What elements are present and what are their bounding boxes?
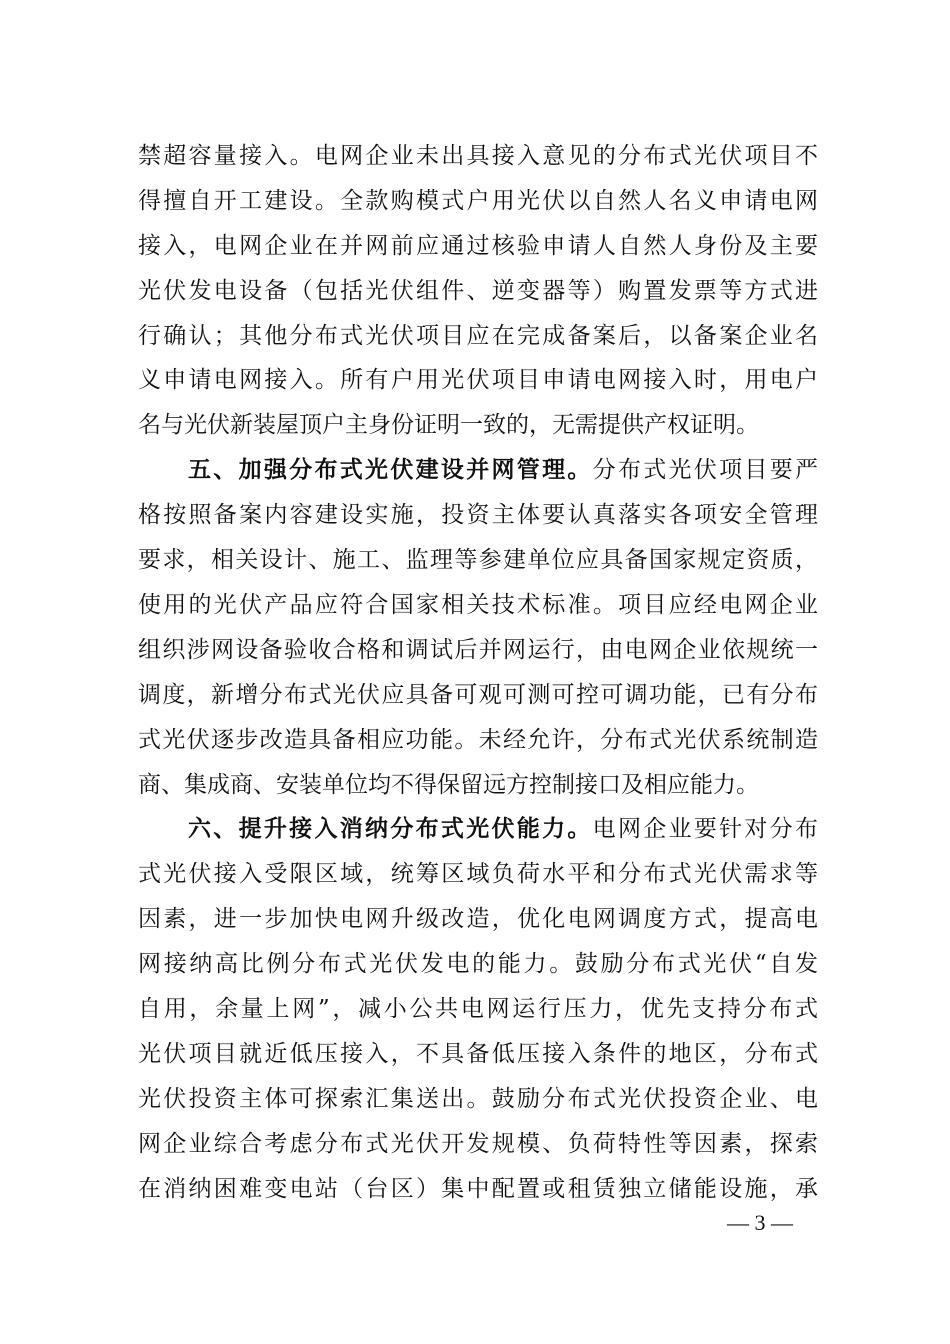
section-first-line bbox=[188, 450, 818, 490]
text-line: 格按照备案内容建设实施，投资主体要认真落实各项安全管理 bbox=[138, 502, 818, 528]
text-line: 式光伏逐步改造具备相应功能。未经允许，分布式光伏系统制造 bbox=[138, 727, 818, 753]
text-line: 商、集成商、安装单位均不得保留远方控制接口及相应能力。 bbox=[138, 772, 759, 798]
text-line: 网接纳高比例分布式光伏发电的能力。鼓励分布式光伏“自发 bbox=[138, 951, 818, 977]
text-line: 得擅自开工建设。全款购模式户用光伏以自然人名义申请电网 bbox=[138, 188, 818, 214]
text-line: 因素，进一步加快电网升级改造，优化电网调度方式，提高电 bbox=[138, 906, 818, 932]
section-heading: 五、加强分布式光伏建设并网管理。 bbox=[188, 457, 593, 483]
text-line: 要求，相关设计、施工、监理等参建单位应具备国家规定资质， bbox=[138, 547, 818, 573]
text-run: 电网企业要针对分布 bbox=[592, 816, 818, 842]
text-line: 在消纳困难变电站（台区）集中配置或租赁独立储能设施，承 bbox=[138, 1176, 818, 1202]
text-line: 禁超容量接入。电网企业未出具接入意见的分布式光伏项目不 bbox=[138, 143, 818, 169]
text-line: 名与光伏新装屋顶户主身份证明一致的，无需提供产权证明。 bbox=[138, 412, 759, 438]
page-number: — 3 — bbox=[727, 1210, 793, 1235]
text-line: 组织涉网设备验收合格和调试后并网运行，由电网企业依规统一 bbox=[138, 637, 818, 663]
text-line: 义申请电网接入。所有户用光伏项目申请电网接入时，用电户 bbox=[138, 367, 818, 393]
text-line: 光伏投资主体可探索汇集送出。鼓励分布式光伏投资企业、电 bbox=[138, 1086, 818, 1112]
text-line: 光伏发电设备（包括光伏组件、逆变器等）购置发票等方式进 bbox=[138, 278, 818, 304]
section-first-line bbox=[188, 809, 818, 849]
section-heading: 六、提升接入消纳分布式光伏能力。 bbox=[188, 816, 593, 842]
text-line: 式光伏接入受限区域，统筹区域负荷水平和分布式光伏需求等 bbox=[138, 861, 818, 887]
text-line: 使用的光伏产品应符合国家相关技术标准。项目应经电网企业 bbox=[138, 592, 818, 618]
text-line: 调度，新增分布式光伏应具备可观可测可控可调功能，已有分布 bbox=[138, 682, 818, 708]
text-line: 自用，余量上网”，减小公共电网运行压力，优先支持分布式 bbox=[138, 996, 818, 1022]
text-line: 网企业综合考虑分布式光伏开发规模、负荷特性等因素，探索 bbox=[138, 1131, 818, 1157]
text-line: 行确认；其他分布式光伏项目应在完成备案后，以备案企业名 bbox=[138, 323, 818, 349]
text-run: 分布式光伏项目要严 bbox=[592, 457, 818, 483]
text-line: 接入，电网企业在并网前应通过核验申请人自然人身份及主要 bbox=[138, 233, 818, 259]
text-line: 光伏项目就近低压接入，不具备低压接入条件的地区，分布式 bbox=[138, 1041, 818, 1067]
